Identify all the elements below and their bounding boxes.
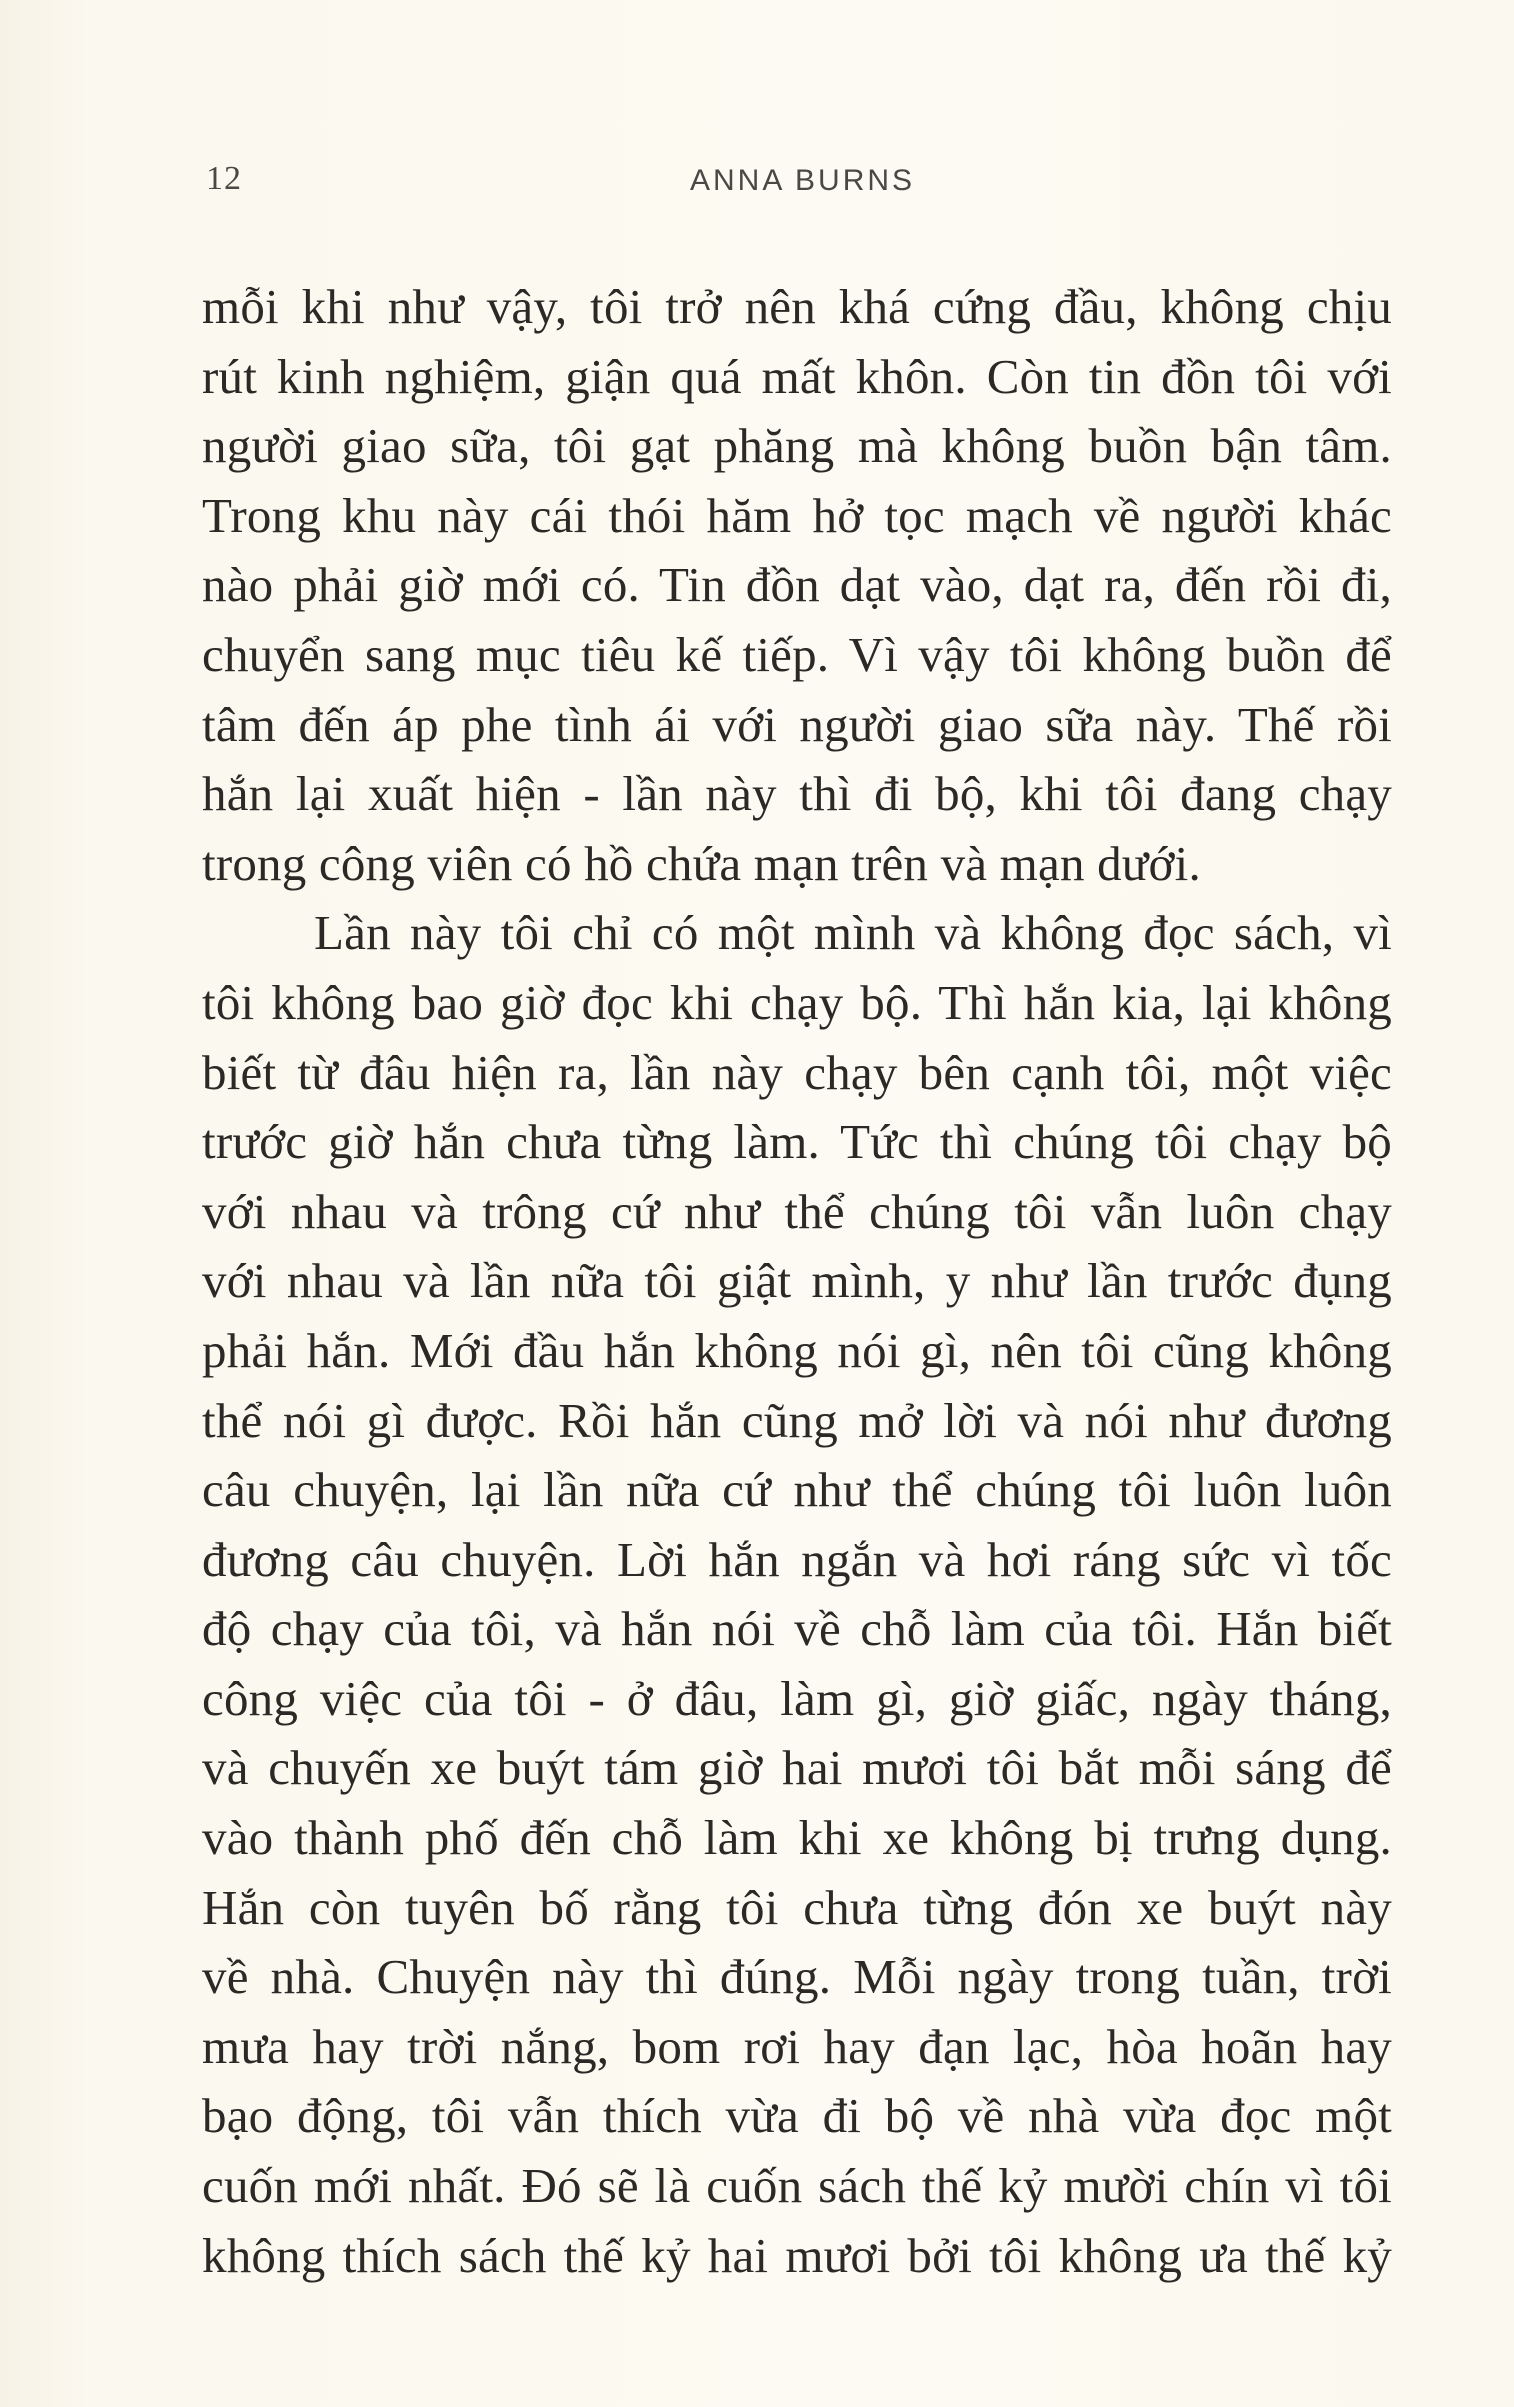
text-line: cuốn mới nhất. Đó sẽ là cuốn sách thế kỷ mười chín vì tôi (202, 2158, 1392, 2214)
text-line: với nhau và lần nữa tôi giật mình, y như lần trước đụng (202, 1253, 1392, 1309)
text-line: về nhà. Chuyện này thì đúng. Mỗi ngày trong tuần, trời (202, 1949, 1392, 2005)
text-line: rút kinh nghiệm, giận quá mất khôn. Còn tin đồn tôi với (202, 348, 1392, 404)
text-line: Trong khu này cái thói hăm hở tọc mạch về người khác (202, 487, 1392, 543)
text-line: biết từ đâu hiện ra, lần này chạy bên cạnh tôi, một việc (202, 1044, 1392, 1100)
text-line: công việc của tôi - ở đâu, làm gì, giờ giấc, ngày tháng, (202, 1670, 1392, 1726)
text-line: tôi không bao giờ đọc khi chạy bộ. Thì hắn kia, lại không (202, 974, 1392, 1030)
text-line: trước giờ hắn chưa từng làm. Tức thì chúng tôi chạy bộ (202, 1114, 1392, 1170)
body-text (202, 272, 1392, 2290)
text-line: và chuyến xe buýt tám giờ hai mươi tôi bắt mỗi sáng để (202, 1740, 1392, 1796)
running-head (0, 160, 1514, 210)
text-line: độ chạy của tôi, và hắn nói về chỗ làm của tôi. Hắn biết (202, 1601, 1392, 1657)
text-line: mưa hay trời nắng, bom rơi hay đạn lạc, hòa hoãn hay (202, 2018, 1392, 2074)
text-line: câu chuyện, lại lần nữa cứ như thể chúng tôi luôn luôn (202, 1462, 1392, 1518)
text-line: Hắn còn tuyên bố rằng tôi chưa từng đón xe buýt này (202, 1879, 1392, 1935)
text-line: tâm đến áp phe tình ái với người giao sữa này. Thế rồi (202, 696, 1392, 752)
text-line: đương câu chuyện. Lời hắn ngắn và hơi ráng sức vì tốc (202, 1531, 1392, 1587)
text-line: hắn lại xuất hiện - lần này thì đi bộ, khi tôi đang chạy (202, 766, 1392, 822)
page-number: 12 (206, 160, 242, 197)
text-line: người giao sữa, tôi gạt phăng mà không buồn bận tâm. (202, 418, 1392, 474)
text-line: vào thành phố đến chỗ làm khi xe không bị trưng dụng. (202, 1810, 1392, 1866)
text-line: chuyển sang mục tiêu kế tiếp. Vì vậy tôi không buồn để (202, 626, 1392, 682)
running-head-author: ANNA BURNS (690, 164, 916, 197)
text-line: với nhau và trông cứ như thể chúng tôi vẫn luôn chạy (202, 1183, 1392, 1239)
text-line: thể nói gì được. Rồi hắn cũng mở lời và nói như đương (202, 1392, 1392, 1448)
text-line: phải hắn. Mới đầu hắn không nói gì, nên tôi cũng không (202, 1322, 1392, 1378)
paragraph-end-line: trong công viên có hồ chứa mạn trên và mạn dưới. (202, 835, 1201, 891)
paragraph-first-line: Lần này tôi chỉ có một mình và không đọc sách, vì (314, 905, 1392, 961)
text-line: mỗi khi như vậy, tôi trở nên khá cứng đầu, không chịu (202, 279, 1392, 334)
text-line: bạo động, tôi vẫn thích vừa đi bộ về nhà vừa đọc một (202, 2088, 1392, 2144)
text-line: không thích sách thế kỷ hai mươi bởi tôi không ưa thế kỷ (202, 2227, 1392, 2283)
text-line: nào phải giờ mới có. Tin đồn dạt vào, dạt ra, đến rồi đi, (202, 557, 1392, 613)
